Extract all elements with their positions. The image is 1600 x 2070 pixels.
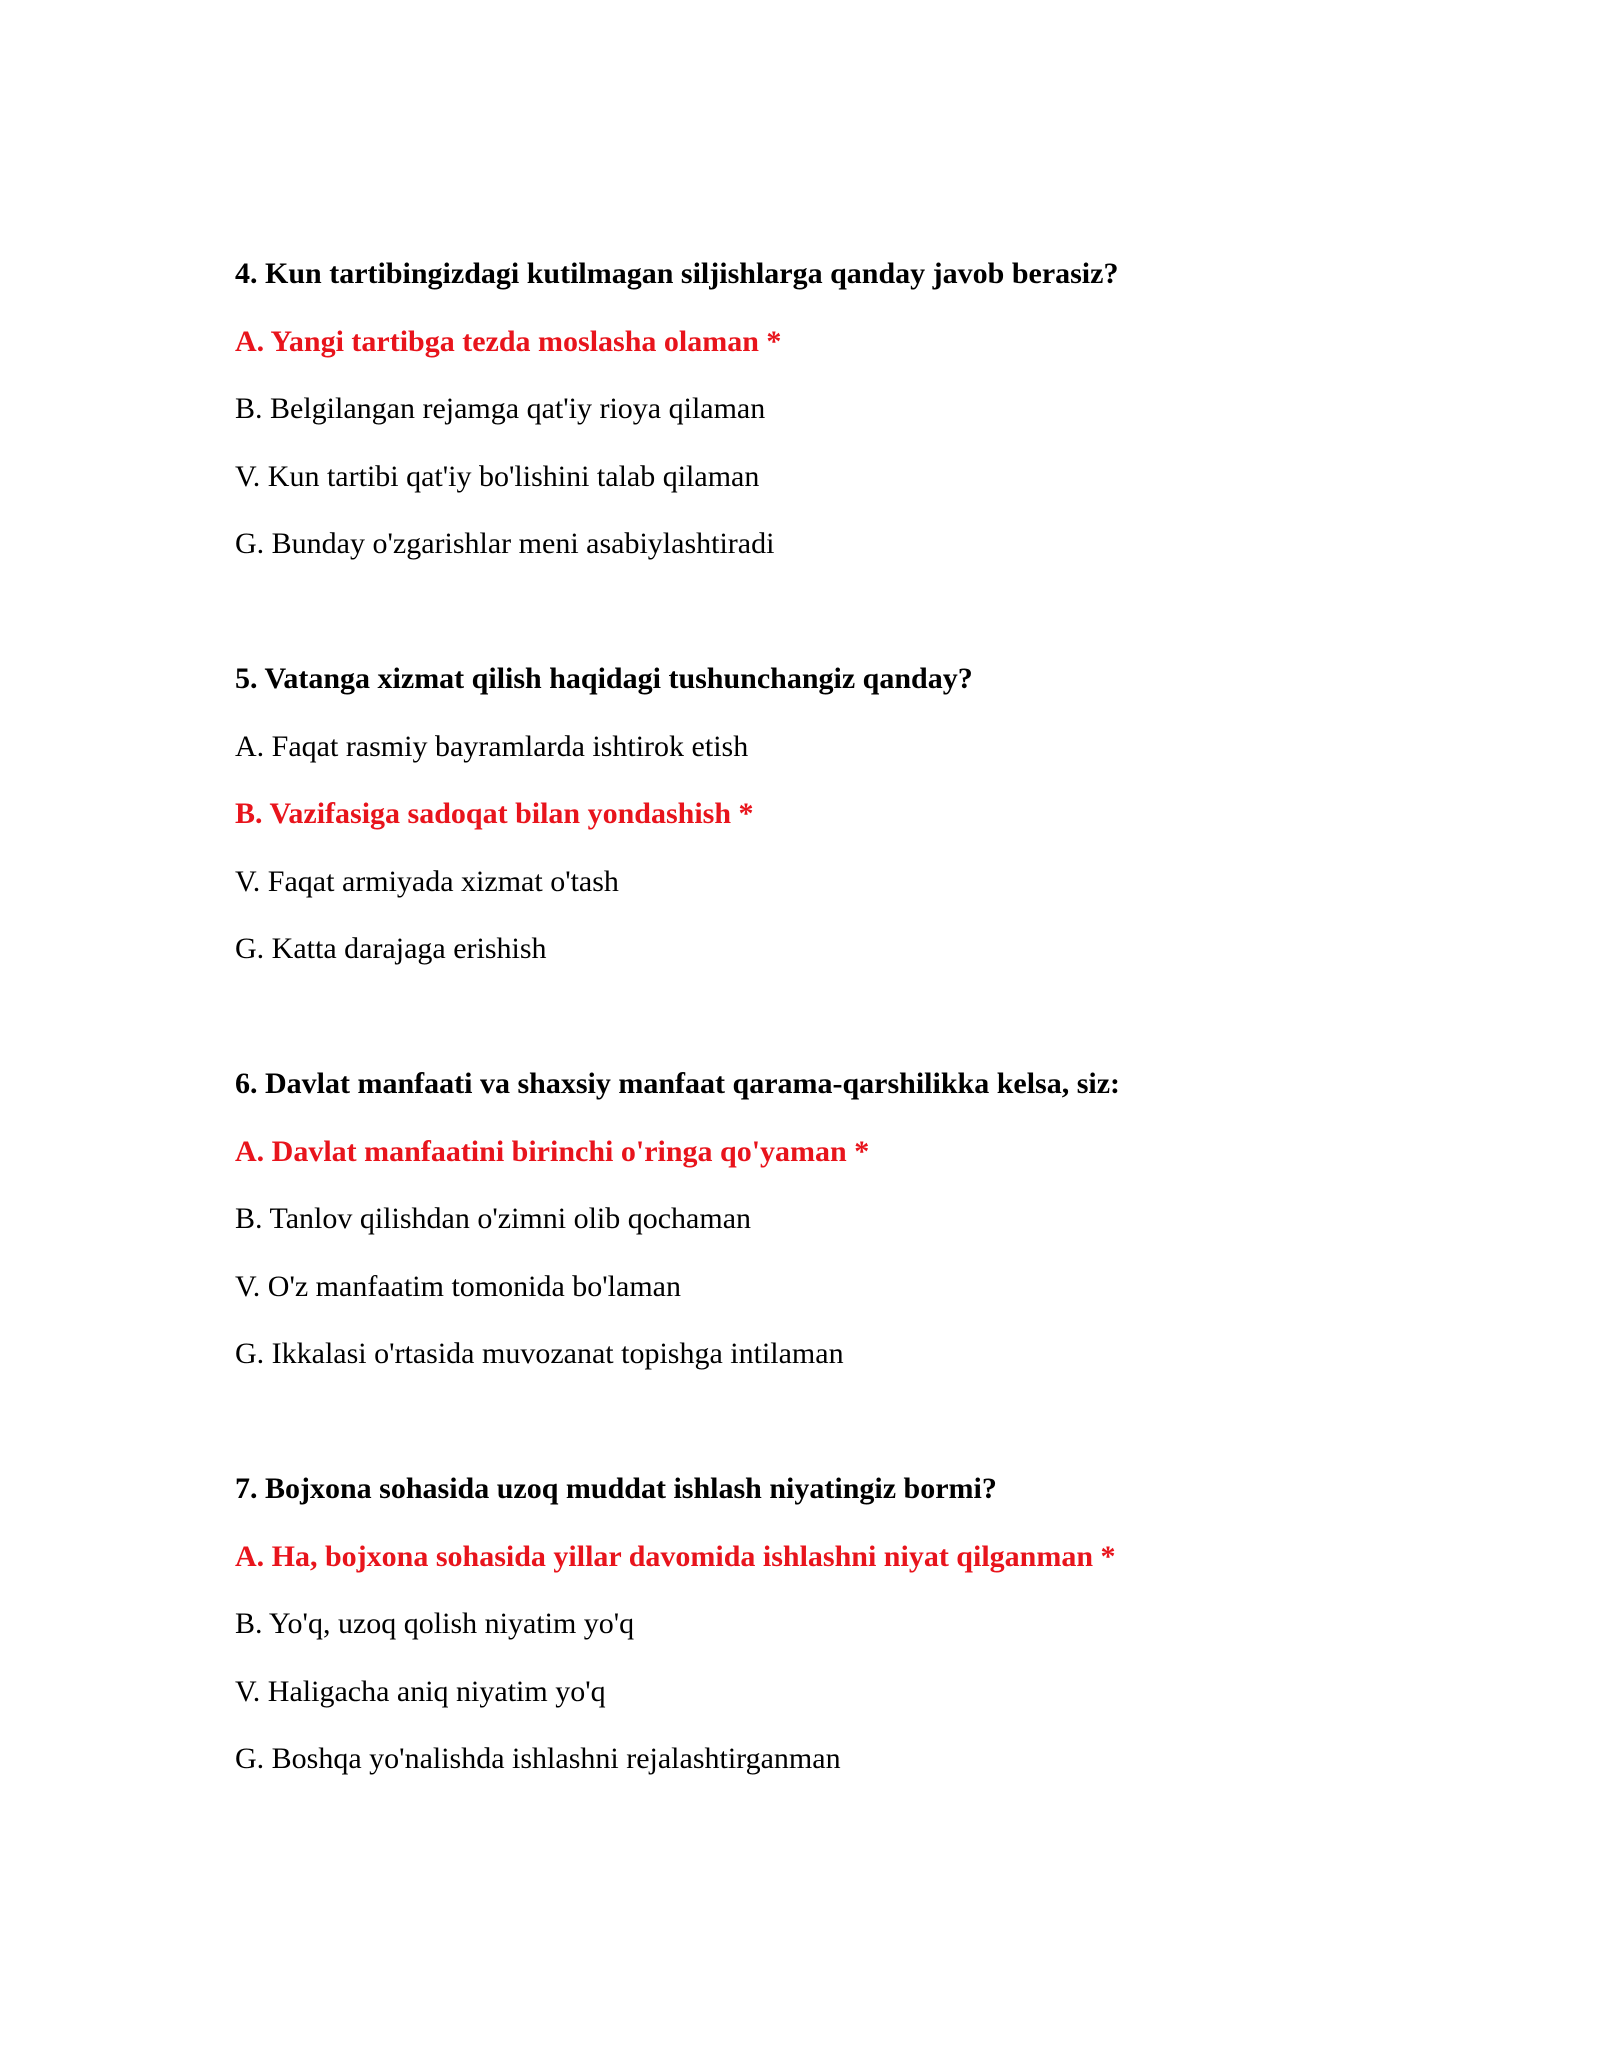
question-block bbox=[235, 1063, 1435, 1401]
answer-option: V. Faqat armiyada xizmat o'tash bbox=[235, 864, 619, 898]
answer-option: B. Belgilangan rejamga qat'iy rioya qilaman bbox=[235, 392, 766, 425]
question-title: 6. Davlat manfaati va shaxsiy manfaat qarama-qarshilikka kelsa, siz: bbox=[235, 1067, 1121, 1100]
answer-option-correct: B. Vazifasiga sadoqat bilan yondashish * bbox=[235, 797, 754, 830]
answer-option: G. Katta darajaga erishish bbox=[235, 932, 547, 965]
question-title: 4. Kun tartibingizdagi kutilmagan siljishlarga qanday javob berasiz? bbox=[235, 257, 1119, 290]
answer-option: V. Kun tartibi qat'iy bo'lishini talab qilaman bbox=[235, 459, 760, 493]
answer-option: V. O'z manfaatim tomonida bo'laman bbox=[235, 1269, 681, 1303]
answer-option: A. Faqat rasmiy bayramlarda ishtirok etish bbox=[235, 729, 749, 763]
question-block bbox=[235, 658, 1435, 996]
answer-option: G. Bunday o'zgarishlar meni asabiylashtiradi bbox=[235, 527, 775, 560]
answer-option-correct: A. Davlat manfaatini birinchi o'ringa qo'yaman * bbox=[235, 1134, 870, 1168]
answer-option: G. Boshqa yo'nalishda ishlashni rejalashtirganman bbox=[235, 1742, 841, 1775]
answer-option-correct: A. Ha, bojxona sohasida yillar davomida ishlashni niyat qilganman * bbox=[235, 1539, 1116, 1573]
question-block bbox=[235, 253, 1435, 591]
question-block bbox=[235, 1468, 1435, 1806]
answer-option: B. Yo'q, uzoq qolish niyatim yo'q bbox=[235, 1607, 635, 1640]
answer-option: B. Tanlov qilishdan o'zimni olib qochaman bbox=[235, 1202, 752, 1235]
answer-option-correct: A. Yangi tartibga tezda moslasha olaman * bbox=[235, 324, 782, 358]
answer-option: V. Haligacha aniq niyatim yo'q bbox=[235, 1674, 606, 1708]
question-title: 7. Bojxona sohasida uzoq muddat ishlash niyatingiz bormi? bbox=[235, 1472, 997, 1505]
question-title: 5. Vatanga xizmat qilish haqidagi tushunchangiz qanday? bbox=[235, 662, 973, 695]
answer-option: G. Ikkalasi o'rtasida muvozanat topishga intilaman bbox=[235, 1337, 844, 1370]
